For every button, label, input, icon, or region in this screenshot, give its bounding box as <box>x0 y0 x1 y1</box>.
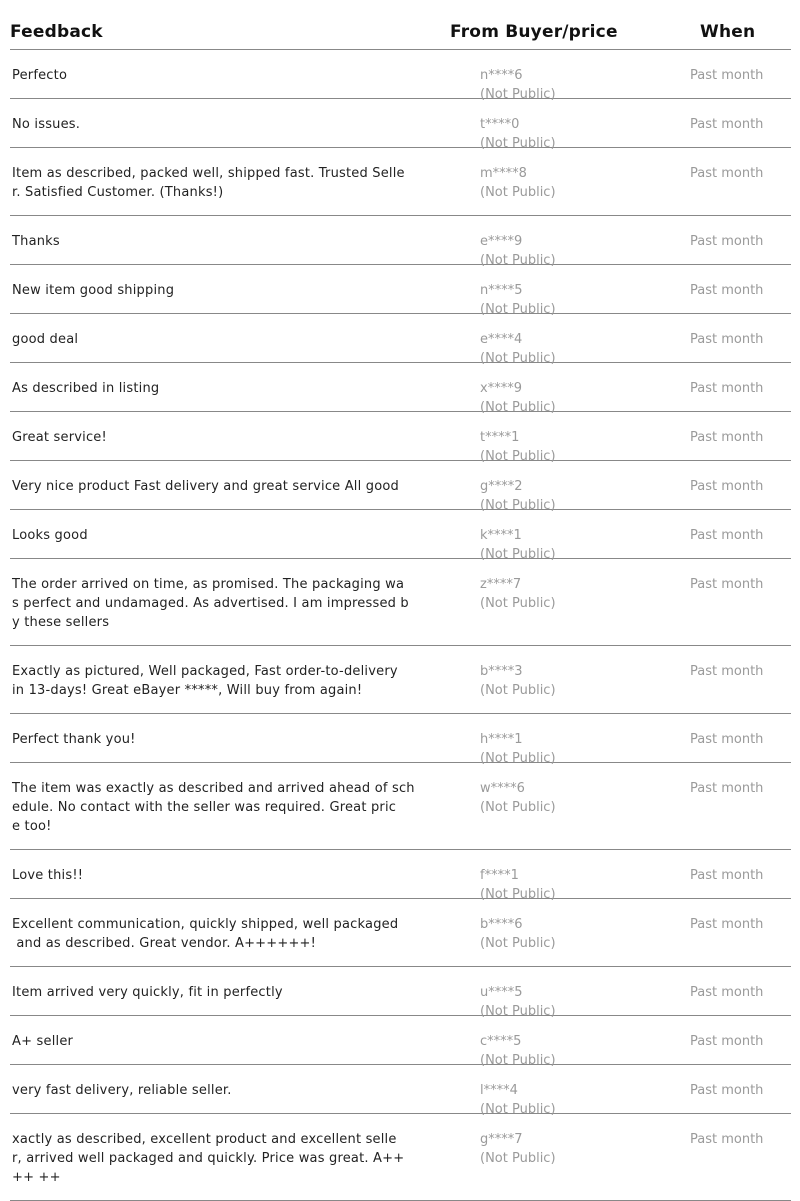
table-row <box>10 1114 791 1201</box>
feedback-comment: good deal <box>12 332 79 347</box>
buyer-id: e****9 <box>480 234 523 249</box>
table-row <box>10 99 791 151</box>
feedback-comment: New item good shipping <box>12 283 175 298</box>
feedback-comment: Perfecto <box>12 68 68 83</box>
table-row <box>10 148 791 216</box>
feedback-when: Past month <box>690 332 764 347</box>
buyer-info <box>480 575 556 613</box>
buyer-id: u****5 <box>480 985 523 1000</box>
feedback-comment: Great service! <box>12 430 107 445</box>
feedback-when: Past month <box>690 664 764 679</box>
feedback-when: Past month <box>690 781 764 796</box>
feedback-when: Past month <box>690 1132 764 1147</box>
table-row <box>10 763 791 850</box>
table-row <box>10 1016 791 1068</box>
feedback-comment: As described in listing <box>12 381 160 396</box>
buyer-info <box>480 915 556 953</box>
feedback-when: Past month <box>690 68 764 83</box>
table-row <box>10 899 791 967</box>
column-header-feedback: Feedback <box>10 22 103 42</box>
table-row <box>10 850 791 902</box>
buyer-price: (Not Public) <box>480 936 556 951</box>
feedback-when: Past month <box>690 1034 764 1049</box>
buyer-price: (Not Public) <box>480 596 556 611</box>
feedback-when: Past month <box>690 166 764 181</box>
table-row <box>10 461 791 513</box>
buyer-id: n****5 <box>480 283 523 298</box>
feedback-when: Past month <box>690 1083 764 1098</box>
buyer-id: t****0 <box>480 117 520 132</box>
table-row <box>10 714 791 766</box>
buyer-info <box>480 164 556 202</box>
buyer-info <box>480 1130 556 1168</box>
buyer-id: w****6 <box>480 781 525 796</box>
feedback-when: Past month <box>690 430 764 445</box>
buyer-price: (Not Public) <box>480 800 556 815</box>
feedback-when: Past month <box>690 234 764 249</box>
feedback-comment: Thanks <box>12 234 60 249</box>
feedback-when: Past month <box>690 732 764 747</box>
feedback-comment: Perfect thank you! <box>12 732 136 747</box>
buyer-price: (Not Public) <box>480 1053 556 1068</box>
feedback-table <box>10 0 791 1201</box>
buyer-id: b****3 <box>480 664 523 679</box>
buyer-id: z****7 <box>480 577 522 592</box>
buyer-price: (Not Public) <box>480 1151 556 1166</box>
table-header <box>10 0 791 50</box>
buyer-id: x****9 <box>480 381 522 396</box>
feedback-when: Past month <box>690 868 764 883</box>
feedback-list <box>10 50 791 1201</box>
buyer-id: k****1 <box>480 528 522 543</box>
buyer-price: (Not Public) <box>480 1102 556 1117</box>
feedback-when: Past month <box>690 985 764 1000</box>
column-header-when: When <box>700 22 756 42</box>
table-row <box>10 363 791 415</box>
table-row <box>10 510 791 562</box>
feedback-comment: The order arrived on time, as promised. The packaging wa s perfect and undamaged. As advertised. I am impressed b y these sellers <box>12 577 409 630</box>
feedback-when: Past month <box>690 528 764 543</box>
buyer-id: n****6 <box>480 68 523 83</box>
buyer-id: t****1 <box>480 430 520 445</box>
feedback-comment: Exactly as pictured, Well packaged, Fast order-to-delivery in 13-days! Great eBayer *****, Will buy from again! <box>12 664 398 698</box>
feedback-comment: Excellent communication, quickly shipped, well packaged and as described. Great vendor. A++++++! <box>12 917 399 951</box>
feedback-comment: No issues. <box>12 117 81 132</box>
buyer-price: (Not Public) <box>480 887 556 902</box>
column-header-buyer-price: From Buyer/price <box>450 22 618 42</box>
feedback-when: Past month <box>690 479 764 494</box>
buyer-price: (Not Public) <box>480 498 556 513</box>
feedback-comment: The item was exactly as described and arrived ahead of sch edule. No contact with the seller was required. Great pric e too! <box>12 781 415 834</box>
feedback-comment: Item as described, packed well, shipped fast. Trusted Selle r. Satisfied Customer. (Thanks!) <box>12 166 405 200</box>
feedback-comment: Item arrived very quickly, fit in perfectly <box>12 985 283 1000</box>
buyer-id: h****1 <box>480 732 523 747</box>
table-row <box>10 216 791 268</box>
buyer-price: (Not Public) <box>480 751 556 766</box>
feedback-comment: Love this!! <box>12 868 84 883</box>
feedback-when: Past month <box>690 917 764 932</box>
buyer-id: f****1 <box>480 868 519 883</box>
feedback-when: Past month <box>690 117 764 132</box>
buyer-id: e****4 <box>480 332 523 347</box>
table-row <box>10 1065 791 1117</box>
buyer-price: (Not Public) <box>480 302 556 317</box>
buyer-price: (Not Public) <box>480 253 556 268</box>
buyer-price: (Not Public) <box>480 87 556 102</box>
buyer-price: (Not Public) <box>480 449 556 464</box>
buyer-price: (Not Public) <box>480 136 556 151</box>
feedback-comment: Looks good <box>12 528 88 543</box>
buyer-id: l****4 <box>480 1083 518 1098</box>
buyer-info <box>480 779 556 817</box>
table-row <box>10 412 791 464</box>
buyer-price: (Not Public) <box>480 683 556 698</box>
table-row <box>10 50 791 102</box>
table-row <box>10 646 791 714</box>
buyer-price: (Not Public) <box>480 185 556 200</box>
buyer-id: c****5 <box>480 1034 522 1049</box>
feedback-when: Past month <box>690 577 764 592</box>
table-row <box>10 967 791 1019</box>
feedback-comment: xactly as described, excellent product and excellent selle r, arrived well packaged and quickly. Price was great. A++ ++ ++ <box>12 1132 405 1185</box>
feedback-comment: very fast delivery, reliable seller. <box>12 1083 232 1098</box>
table-row <box>10 314 791 366</box>
buyer-price: (Not Public) <box>480 547 556 562</box>
buyer-price: (Not Public) <box>480 400 556 415</box>
feedback-when: Past month <box>690 381 764 396</box>
buyer-id: m****8 <box>480 166 527 181</box>
buyer-info <box>480 662 556 700</box>
table-row <box>10 265 791 317</box>
buyer-id: b****6 <box>480 917 523 932</box>
buyer-price: (Not Public) <box>480 1004 556 1019</box>
buyer-id: g****7 <box>480 1132 523 1147</box>
table-row <box>10 559 791 646</box>
feedback-when: Past month <box>690 283 764 298</box>
feedback-comment: Very nice product Fast delivery and great service All good <box>12 479 399 494</box>
buyer-id: g****2 <box>480 479 523 494</box>
feedback-comment: A+ seller <box>12 1034 74 1049</box>
buyer-price: (Not Public) <box>480 351 556 366</box>
